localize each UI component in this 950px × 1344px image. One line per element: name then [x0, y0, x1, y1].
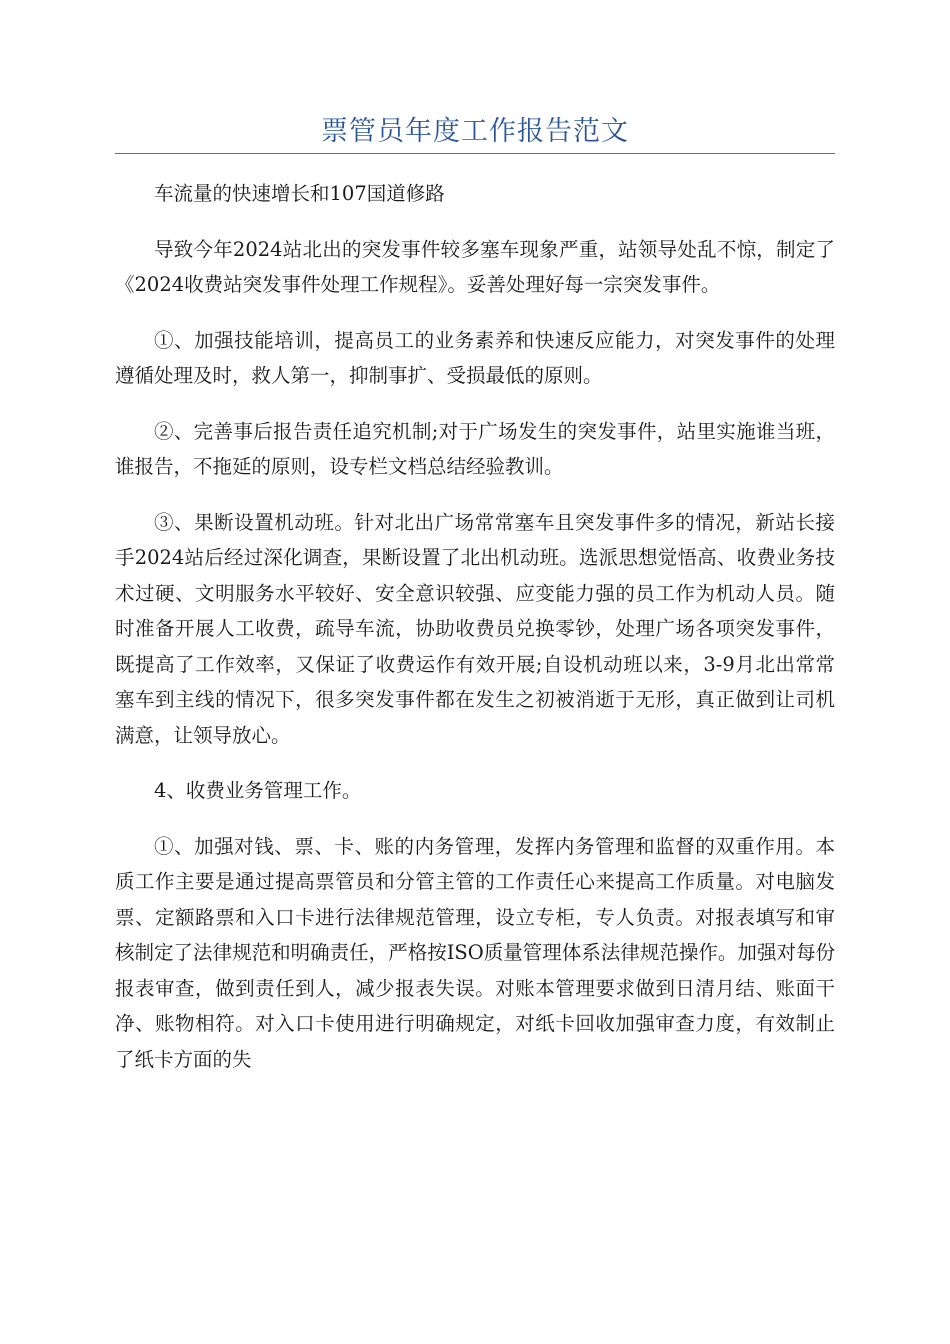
document-title: 票管员年度工作报告范文 [321, 116, 629, 147]
paragraph: ①、加强对钱、票、卡、账的内务管理，发挥内务管理和监督的双重作用。本质工作主要是通过提高票管员和分管主管的工作责任心来提高工作质量。对电脑发票、定额路票和入口卡进行法律规范管理，设立专柜，专人负责。对报表填写和审核制定了法律规范和明确责任，严格按ISO质量管理体系法律规范操作。加强对每份报表审查，做到责任到人，减少报表失误。对账本管理要求做到日清月结、账面干净、账物相符。对入口卡使用进行明确规定，对纸卡回收加强审查力度，有效制止了纸卡方面的失 [115, 834, 835, 1071]
paragraph: ②、完善事后报告责任追究机制;对于广场发生的突发事件，站里实施谁当班，谁报告，不拖延的原则，设专栏文档总结经验教训。 [115, 419, 835, 478]
paragraph: 导致今年2024站北出的突发事件较多塞车现象严重，站领导处乱不惊，制定了《2024收费站突发事件处理工作规程》。妥善处理好每一宗突发事件。 [115, 237, 835, 296]
document-body [115, 176, 835, 1097]
title-underline [115, 153, 835, 154]
paragraph: 4、收费业务管理工作。 [154, 779, 362, 802]
paragraph: ③、果断设置机动班。针对北出广场常常塞车且突发事件多的情况，新站长接手2024站后经过深化调查，果断设置了北出机动班。选派思想觉悟高、收费业务技术过硬、文明服务水平较好、安全意识较强、应变能力强的员工作为机动人员。随时准备开展人工收费，疏导车流，协助收费员兑换零钞，处理广场各项突发事件，既提高了工作效率，又保证了收费运作有效开展;自设机动班以来，3-9月北出常常塞车到主线的情况下，很多突发事件都在发生之初被消逝于无形，真正做到让司机满意，让领导放心。 [115, 510, 835, 747]
paragraph: ①、加强技能培训，提高员工的业务素养和快速反应能力，对突发事件的处理遵循处理及时，救人第一，抑制事扩、受损最低的原则。 [115, 328, 835, 387]
paragraph: 车流量的快速增长和107国道修路 [154, 182, 445, 205]
